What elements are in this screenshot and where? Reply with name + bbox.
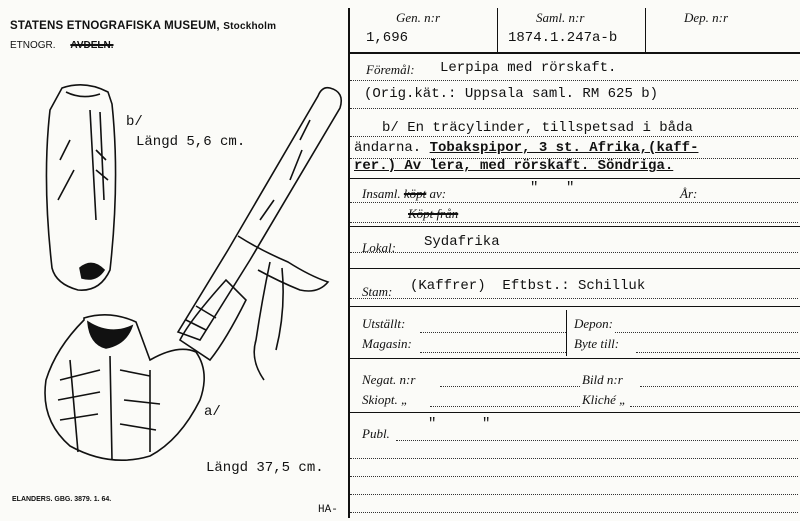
insaml-quote-1: ": [530, 180, 539, 196]
struck-department: AVDELN.: [70, 40, 114, 51]
pipe-bowl-drawing: [45, 315, 204, 460]
wooden-cylinder-drawing: [46, 85, 115, 290]
lokal-value: Sydafrika: [424, 234, 500, 250]
saml-nr-label: Saml. n:r: [536, 10, 585, 25]
b-item-label: b/: [126, 114, 143, 130]
publ-quote-1: ": [428, 416, 437, 432]
magasin-label: Magasin:: [362, 336, 412, 351]
skiopt-label: Skiopt. „: [362, 392, 409, 407]
insaml-struck-2: Köpt från: [408, 206, 459, 221]
museum-city: Stockholm: [223, 21, 277, 32]
utstallt-label: Utställt:: [362, 316, 406, 331]
publ-quote-2: ": [482, 416, 491, 432]
foremal-line-4a: ändarna.: [354, 140, 422, 156]
dep-nr-label: Dep. n:r: [684, 10, 729, 25]
gen-nr-value: 1,696: [366, 30, 409, 46]
foremal-line-4b: Tobakspipor, 3 st. Afrika,(kaff-: [429, 140, 699, 156]
b-item-length: Längd 5,6 cm.: [136, 134, 246, 150]
insaml-struck: köpt: [403, 186, 427, 201]
saml-nr-value: 1874.1.247a-b: [508, 30, 618, 46]
kliche-label: Kliché „: [582, 392, 627, 407]
printer-imprint: ELANDERS. GBG. 3879. 1. 64.: [12, 496, 112, 503]
gen-nr-label: Gen. n:r: [396, 10, 441, 25]
byte-till-label: Byte till:: [574, 336, 620, 351]
negat-label: Negat. n:r: [362, 372, 416, 387]
publ-label: Publ.: [362, 426, 390, 441]
a-item-length: Längd 37,5 cm.: [206, 460, 324, 476]
pipe-stem-drawing: [178, 88, 341, 380]
foremal-line-2: (Orig.kät.: Uppsala saml. RM 625 b): [364, 86, 659, 102]
insaml-quote-2: ": [566, 180, 575, 196]
insaml-pre: Insaml.: [362, 186, 401, 201]
lokal-label: Lokal:: [362, 240, 396, 255]
foremal-line-3: b/ En träcylinder, tillspetsad i båda: [382, 120, 693, 136]
museum-name: STATENS ETNOGRAFISKA MUSEUM,: [10, 20, 220, 32]
bild-label: Bild n:r: [582, 372, 623, 387]
depon-label: Depon:: [574, 316, 613, 331]
etnogr-label: ETNOGR.: [10, 40, 56, 51]
insaml-post: av:: [429, 186, 447, 201]
cataloguer-initials: HA-: [318, 504, 338, 516]
stam-label: Stam:: [362, 284, 393, 299]
foremal-line-1: Lerpipa med rörskaft.: [440, 60, 617, 76]
stam-value: (Kaffrer) Eftbst.: Schilluk: [410, 278, 646, 294]
foremal-line-5: rer.) Av lera, med rörskaft. Söndriga.: [354, 158, 674, 174]
a-item-label: a/: [204, 404, 221, 420]
ar-label: År:: [680, 186, 698, 201]
foremal-label: Föremål:: [366, 62, 415, 77]
